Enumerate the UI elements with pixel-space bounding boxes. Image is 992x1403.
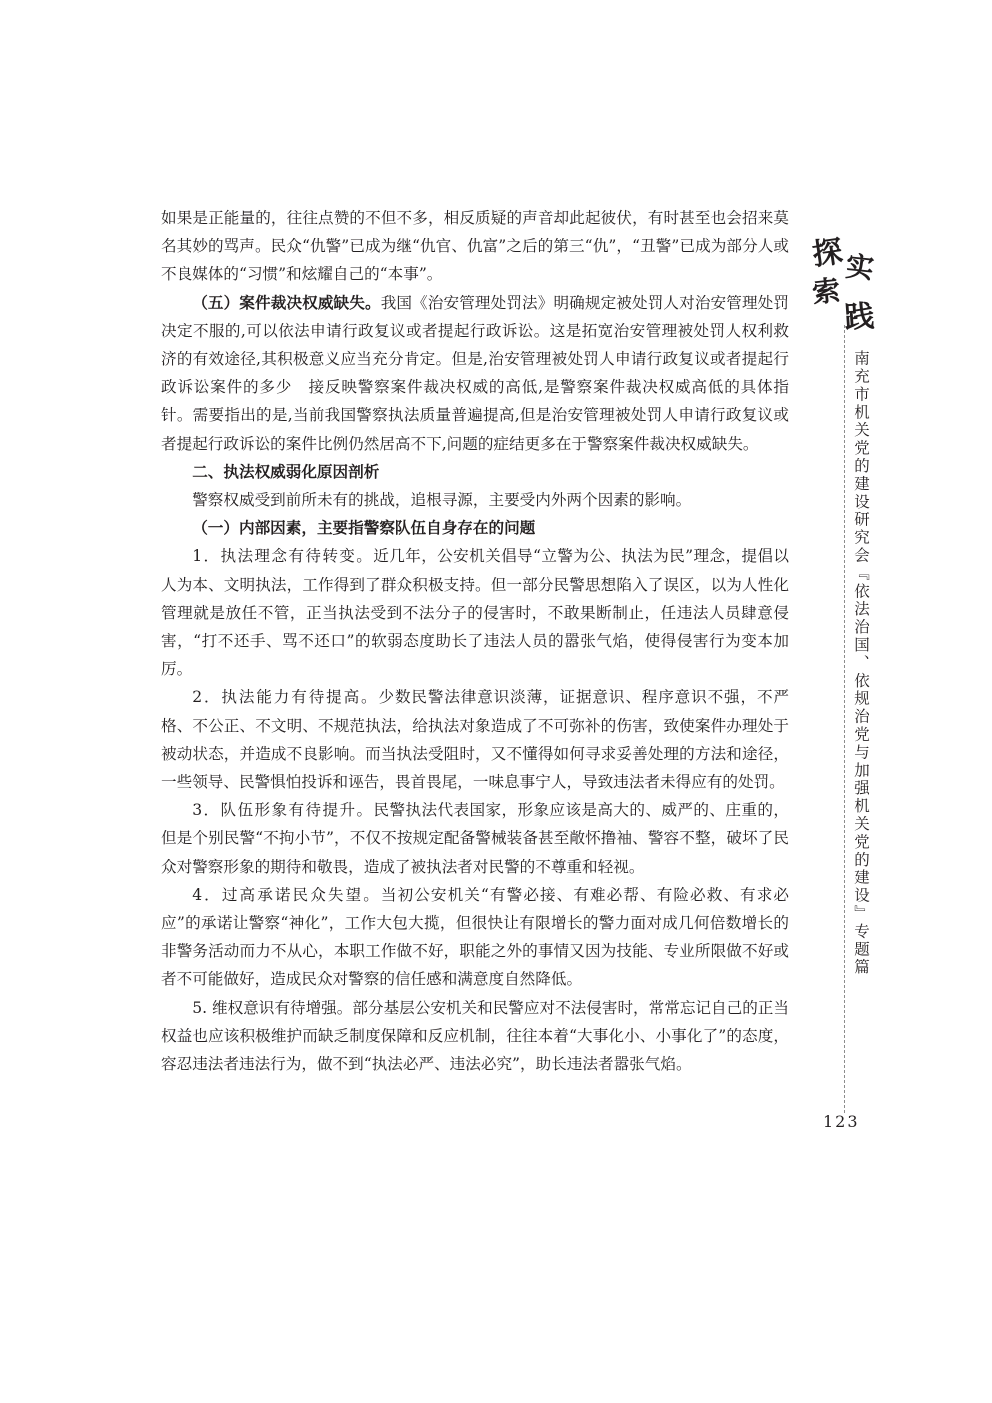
title-char: 探: [810, 234, 845, 273]
paragraph-body: 我国《治安管理处罚法》明确规定被处罚人对治安管理处罚决定不服的,可以依法申请行政复议或者提起行政诉讼。这是拓宽治安管理被处罚人权利救济的有效途径,其积极意义应当充分肯定。但是,治安管理被处罚人申请行政复议或者提起行政诉讼案件的多少 接反映警察案件裁决权威的高低,是警察案件裁决权威高低的具体指针。需要指出的是,当前我国警察执法质量普遍提高,但是治安管理被处罚人申请行政复议或者提起行政诉讼的案件比例仍然居高不下,问题的症结更多在于警察案件裁决权威缺失。: [161, 293, 789, 453]
dashed-divider: [844, 325, 845, 1113]
paragraph-body: 民警执法代表国家，形象应该是高大的、威严的、庄重的，但是个别民警“不拘小节”，不仅不按规定配备警械装备甚至敞怀撸袖、警容不整，破坏了民众对警察形象的期待和敬畏，造成了被执法者对民警的不尊重和轻视。: [161, 801, 789, 876]
item-lead: 2．执法能力有待提高。: [192, 688, 379, 707]
paragraph-item-4: [161, 881, 789, 994]
title-char: 索: [810, 273, 842, 310]
paragraph-item-5: 5. 维权意识有待增强。部分基层公安机关和民警应对不法侵害时，常常忘记自己的正当权益也应该积极维护而缺乏制度保障和反应机制，往往本着“大事化小、小事化了”的态度，容忍违法者违法行为，做不到“执法必严、违法必究”，助长违法者嚣张气焰。: [161, 998, 789, 1074]
paragraph-item-2: [161, 683, 789, 796]
item-lead: 4．过高承诺民众失望。: [192, 885, 381, 904]
subsection-heading: （一）内部因素，主要指警察队伍自身存在的问题: [192, 518, 536, 538]
title-char: 践: [843, 298, 876, 336]
paragraph-case-ruling: [161, 289, 789, 458]
paragraph-intro: 警察权威受到前所未有的挑战，追根寻源，主要受内外两个因素的影响。: [192, 491, 692, 510]
body-text: [161, 204, 789, 1078]
item-lead: 1．执法理念有待转变。: [192, 547, 374, 566]
section-heading: 二、执法权威弱化原因剖析: [192, 461, 380, 481]
item-lead: 3．队伍形象有待提升。: [192, 801, 374, 820]
title-char: 实: [844, 249, 876, 286]
paragraph-item-3: [161, 796, 789, 881]
paragraph-body: 当初公安机关“有警必接、有难必帮、有险必救、有求必应”的承诺让警察“神化”，工作大包大揽，但很快让有限增长的警力面对成几何倍数增长的非警务活动而力不从心，本职工作做不好，职能之外的事情又因为技能、专业所限做不好或者不可能做好，造成民众对警察的信任感和满意度自然降低。: [161, 885, 789, 989]
paragraph-lead: （五）案件裁决权威缺失。: [192, 292, 381, 312]
sidebar-calligraphy-title: [812, 228, 882, 348]
paragraph-item-1: [161, 542, 789, 683]
paragraph-body: 近几年，公安机关倡导“立警为公、执法为民”理念，提倡以人为本、文明执法，工作得到了群众积极支持。但一部分民警思想陷入了误区，以为人性化管理就是放任不管，正当执法受到不法分子的侵害时，不敢果断制止，任违法人员肆意侵害，“打不还手、骂不还口”的软弱态度助长了违法人员的嚣张气焰，使得侵害行为变本加厉。: [161, 547, 790, 679]
page-number: 123: [823, 1112, 860, 1131]
paragraph-continuation: 如果是正能量的，往往点赞的不但不多，相反质疑的声音却此起彼伏，有时甚至也会招来莫名其妙的骂声。民众“仇警”已成为继“仇官、仇富”之后的第三“仇”，“丑警”已成为部分人或不良媒体的“习惯”和炫耀自己的“本事”。: [161, 209, 789, 284]
sidebar-caption: 南充市机关党的建设研究会『依法治国、依规治党与加强机关党的建设』专题篇: [852, 350, 870, 977]
paragraph-body: 少数民警法律意识淡薄，证据意识、程序意识不强，不严格、不公正、不文明、不规范执法，给执法对象造成了不可弥补的伤害，致使案件办理处于被动状态，并造成不良影响。而当执法受阻时，又不懂得如何寻求妥善处理的方法和途径，一些领导、民警惧怕投诉和诬告，畏首畏尾，一味息事宁人，导致违法者未得应有的处罚。: [161, 688, 789, 792]
